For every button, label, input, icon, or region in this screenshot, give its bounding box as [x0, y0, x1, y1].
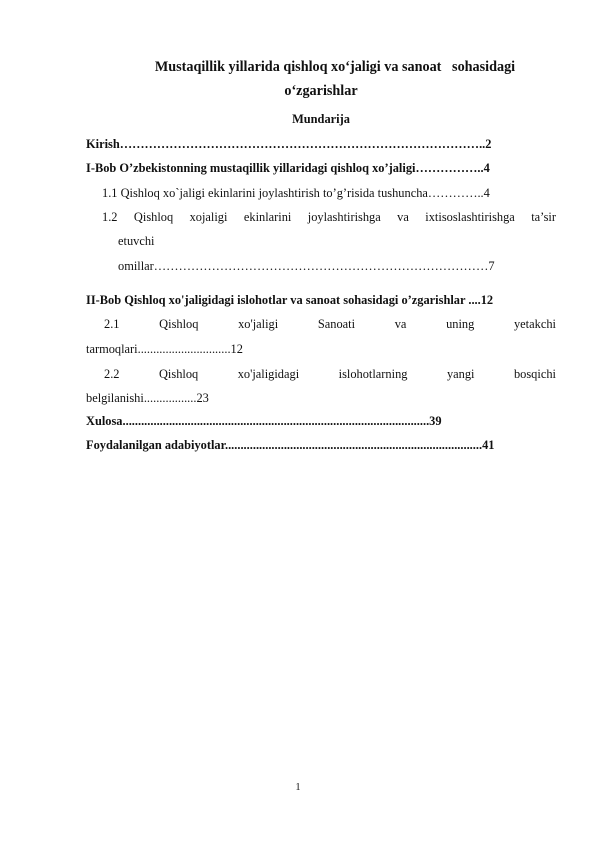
toc-word: uning [446, 317, 475, 331]
toc-word: 2.2 [104, 367, 120, 381]
toc-word: Sanoati [317, 317, 356, 331]
toc-word: joylashtirishga [307, 210, 381, 224]
toc-word: Qishloq [133, 210, 174, 224]
toc-word: Qishloq [159, 317, 199, 331]
toc-word: 2.1 [104, 317, 120, 331]
toc-entry-1-2-cont2: omillar………………………………………………………………………7 [118, 259, 495, 273]
toc-entry-2-1-cont: tarmoqlari..............................12 [86, 342, 243, 356]
toc-word: ta’sir [531, 210, 556, 224]
toc-entry-1-2 [102, 209, 556, 225]
toc-entry-1-2-cont1: etuvchi [118, 234, 155, 248]
toc-entry-bob1: I-Bob O’zbekistonning mustaqillik yillaridagi qishloq xo’jaligi……………..4 [86, 161, 490, 175]
toc-word: xo'jaligidagi [237, 367, 300, 381]
toc-entry-1-1: 1.1 Qishloq xo`jaligi ekinlarini joylashtirish to’g’risida tushuncha…………..4 [102, 186, 490, 200]
toc-word: Qishloq [158, 367, 199, 381]
toc-entry-2-2-cont: belgilanishi.................23 [86, 391, 209, 405]
toc-word: islohotlarning [338, 367, 408, 381]
toc-entry-xulosa: Xulosa...................................................................................................39 [86, 414, 442, 428]
toc-entry-2-1 [104, 316, 556, 332]
toc-entry-adabiyotlar: Foydalanilgan adabiyotlar...................................................................................41 [86, 438, 495, 452]
toc-word: ekinlarini [243, 210, 292, 224]
toc-word: ixtisoslashtirishga [425, 210, 515, 224]
toc-word: 1.2 [102, 210, 118, 224]
toc-word: xojaligi [189, 210, 228, 224]
document-title-line2: o‘zgarishlar [284, 83, 358, 99]
page-number: 1 [295, 782, 301, 793]
toc-entry-kirish: Kirish……………………………………………………………………………..2 [86, 137, 492, 151]
toc-word: va [394, 317, 407, 331]
toc-word: yangi [446, 367, 475, 381]
toc-entry-bob2: II-Bob Qishloq xo'jaligidagi islohotlar va sanoat sohasidagi o’zgarishlar ....12 [86, 293, 494, 307]
toc-word: va [397, 210, 409, 224]
toc-word: bosqichi [513, 367, 556, 381]
toc-word: xo'jaligi [238, 317, 279, 331]
toc-entry-2-2 [104, 366, 556, 382]
document-title-line1: Mustaqillik yillarida qishloq xo‘jaligi va sanoat sohasidagi [154, 59, 516, 75]
toc-heading: Mundarija [292, 112, 350, 126]
toc-word: yetakchi [513, 317, 556, 331]
